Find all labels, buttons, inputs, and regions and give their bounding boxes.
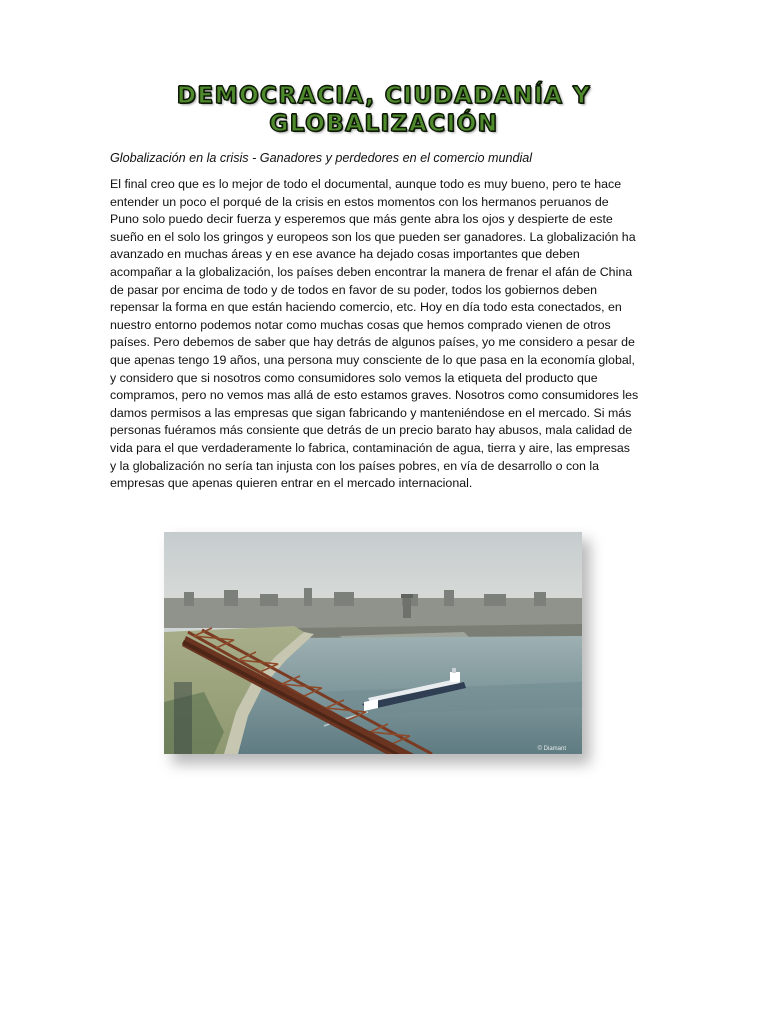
title-line-1: DEMOCRACIA, CIUDADANÍA Y [176, 83, 592, 109]
body-line: personas fuéramos más consiente que detrás de un precio barato hay abusos, mala calidad de [110, 423, 633, 438]
body-line: avanzado en muchas áreas y en ese avance ha dejado cosas importantes que deben [110, 247, 580, 262]
body-line: compramos, pero no vemos mas allá de esto estamos graves. Nosotros como consumidores les [110, 388, 639, 403]
body-line: El final creo que es lo mejor de todo el documental, aunque todo es muy bueno, pero te hace [110, 177, 622, 191]
body-line: países. Pero debemos de saber que hay detrás de algunos países, yo me considero a pesar de [110, 335, 635, 350]
body-line: acompañar a la globalización, los países deben encontrar la manera de frenar el afán de China [110, 264, 633, 279]
body-line: de pasar por encima de todo y de todos en favor de su poder, todos los gobiernos deben [110, 282, 598, 297]
document-title [110, 82, 658, 138]
title-line-2: GLOBALIZACIÓN [269, 111, 499, 137]
body-paragraph [110, 176, 666, 493]
body-line: sueño en el solo los gringos y europeos son los que pueden ser ganadores. La globalización ha [110, 229, 636, 244]
photo-credit: © Diamant [537, 746, 566, 752]
document-subtitle: Globalización en la crisis - Ganadores y perdedores en el comercio mundial [110, 151, 533, 165]
body-line: damos permisos a las empresas que sigan fabricando y manteniéndose en el mercado. Si más [110, 405, 632, 420]
body-line: repensar la forma en que están haciendo comercio, etc. Hoy en día todo esta conectados, en [110, 300, 622, 315]
body-line: empresas que apenas quieren entrar en el mercado internacional. [110, 476, 473, 491]
body-line: y la globalización no sería tan injusta con los países pobres, en vía de desarrollo o con la [110, 458, 600, 473]
body-line: entender un poco el porqué de la crisis en estos momentos con los hermanos peruanos de [110, 194, 609, 209]
body-line: nuestro entorno podemos notar como muchas cosas que hemos comprado vienen de otros [110, 317, 611, 332]
body-line: vida para el que verdaderamente lo fabrica, contaminación de agua, tierra y aire, las empresas [110, 440, 631, 455]
body-line: que apenas tengo 19 años, una persona muy consciente de lo que pasa en la economía global, [110, 352, 635, 367]
body-line: Puno solo puedo decir fuerza y esperemos que más gente abra los ojos y despierte de este [110, 212, 613, 227]
body-line: y considero que si nosotros como consumidores solo vemos la etiqueta del producto que [110, 370, 598, 385]
river-bridge-photo [164, 532, 582, 754]
